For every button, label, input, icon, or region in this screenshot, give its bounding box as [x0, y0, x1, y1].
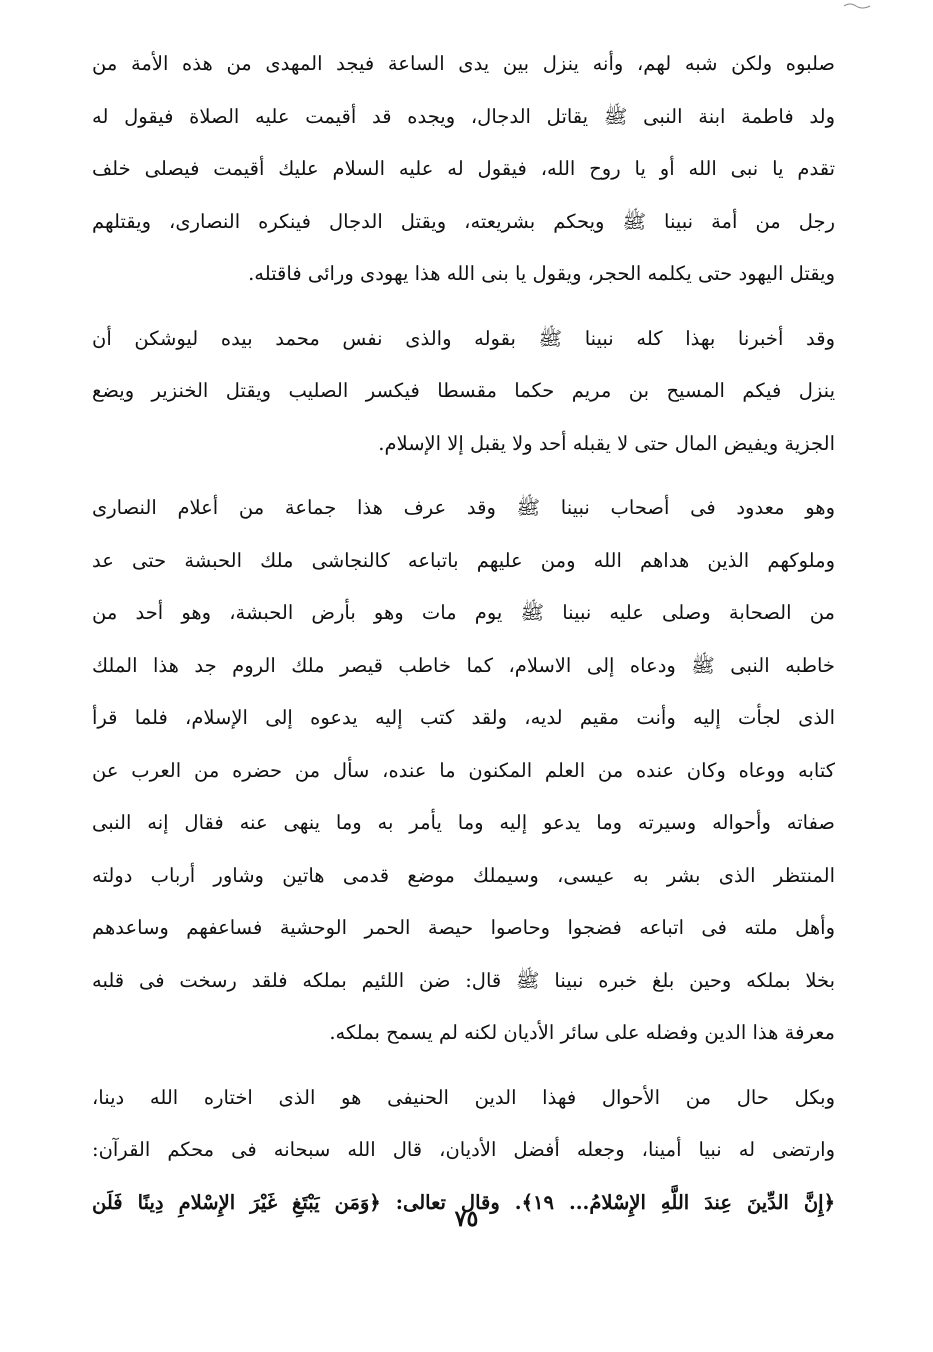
text-line: المنتظر الذى بشر به عيسى، وسيملك موضع قدمى هاتين وشاور أرباب دولته — [92, 863, 835, 887]
quran-verse-line: ﴿إِنَّ الدِّينَ عِندَ اللَّهِ الإِسْلامُ... ١٩﴾. وقال تعالى: ﴿وَمَن يَبْتَغِ غَيْرَ الإِسْلامِ دِينًا فَلَن — [92, 1190, 835, 1214]
text-line: صلبوه ولكن شبه لهم، وأنه ينزل بين يدى الساعة فيجد المهدى من هذه الأمة من — [92, 52, 835, 75]
paragraph-2 — [92, 313, 835, 471]
text-line: بخلا بملكه وحين بلغ خبره نبينا ﷺ قال: ضن اللئيم بملكه فلقد رسخت فى قلبه — [92, 968, 835, 992]
text-line: صفاته وأحواله وسيرته وما يدعو إليه وما يأمر به وما ينهى عنه فقال إنه النبى — [92, 811, 835, 834]
text-line: خاطبه النبى ﷺ ودعاه إلى الاسلام، كما خاطب قيصر ملك الروم جد هذا الملك — [92, 653, 835, 677]
text-line: وبكل حال من الأحوال فهذا الدين الحنيفى هو الذى اختاره الله دينا، — [92, 1085, 835, 1109]
body-text — [92, 38, 835, 1241]
text-line: معرفة هذا الدين وفضله على سائر الأديان لكنه لم يسمح بملكه. — [329, 1021, 835, 1044]
page-number: ٧٥ — [454, 1206, 479, 1232]
text-line: وملوكهم الذين هداهم الله ومن عليهم باتباعه كالنجاشى ملك الحبشة حتى عد — [92, 548, 835, 572]
text-line: ويقتل اليهود حتى يكلمه الحجر، ويقول يا بنى الله هذا يهودى ورائى فاقتله. — [248, 262, 835, 285]
text-line: ولد فاطمة ابنة النبى ﷺ يقاتل الدجال، ويجده قد أقيمت عليه الصلاة فيقول له — [92, 104, 835, 128]
text-line: من الصحابة وصلى عليه نبينا ﷺ يوم مات وهو بأرض الحبشة، وهو أحد من — [92, 601, 835, 624]
text-line: رجل من أمة نبينا ﷺ ويحكم بشريعته، ويقتل الدجال فينكره النصارى، ويقتلهم — [92, 209, 835, 233]
text-line: وقد أخبرنا بهذا كله نبينا ﷺ بقوله والذى نفس محمد بيده ليوشكن أن — [92, 326, 835, 350]
text-line: الذى لجأت إليه وأنت مقيم لديه، ولقد كتب إليه يدعوه إلى الإسلام، فلما قرأ — [92, 706, 835, 729]
text-line: ينزل فيكم المسيح بن مريم حكما مقسطا فيكسر الصليب ويقتل الخنزير ويضع — [92, 379, 835, 402]
paragraph-1 — [92, 38, 835, 301]
text-line: تقدم يا نبى الله أو يا روح الله، فيقول له عليه السلام عليك أقيمت فيصلى خلف — [92, 157, 835, 180]
text-line: كتابه ووعاه وكان عنده من العلم المكنون ما عنده، سأل من حضره من العرب عن — [92, 758, 835, 782]
scan-corner-mark — [842, 0, 872, 14]
text-line: الجزية ويفيض المال حتى لا يقبله أحد ولا يقبل إلا الإسلام. — [378, 431, 835, 455]
text-line: وهو معدود فى أصحاب نبينا ﷺ وقد عرف هذا جماعة من أعلام النصارى — [92, 496, 835, 519]
text-line: وأهل ملته فى اتباعه فضجوا وحاصوا حيصة الحمر الوحشية فساعفهم وساعدهم — [92, 916, 835, 939]
text-line: وارتضى له نبيا أمينا، وجعله أفضل الأديان، قال الله سبحانه فى محكم القرآن: — [92, 1138, 835, 1161]
paragraph-3 — [92, 482, 835, 1060]
